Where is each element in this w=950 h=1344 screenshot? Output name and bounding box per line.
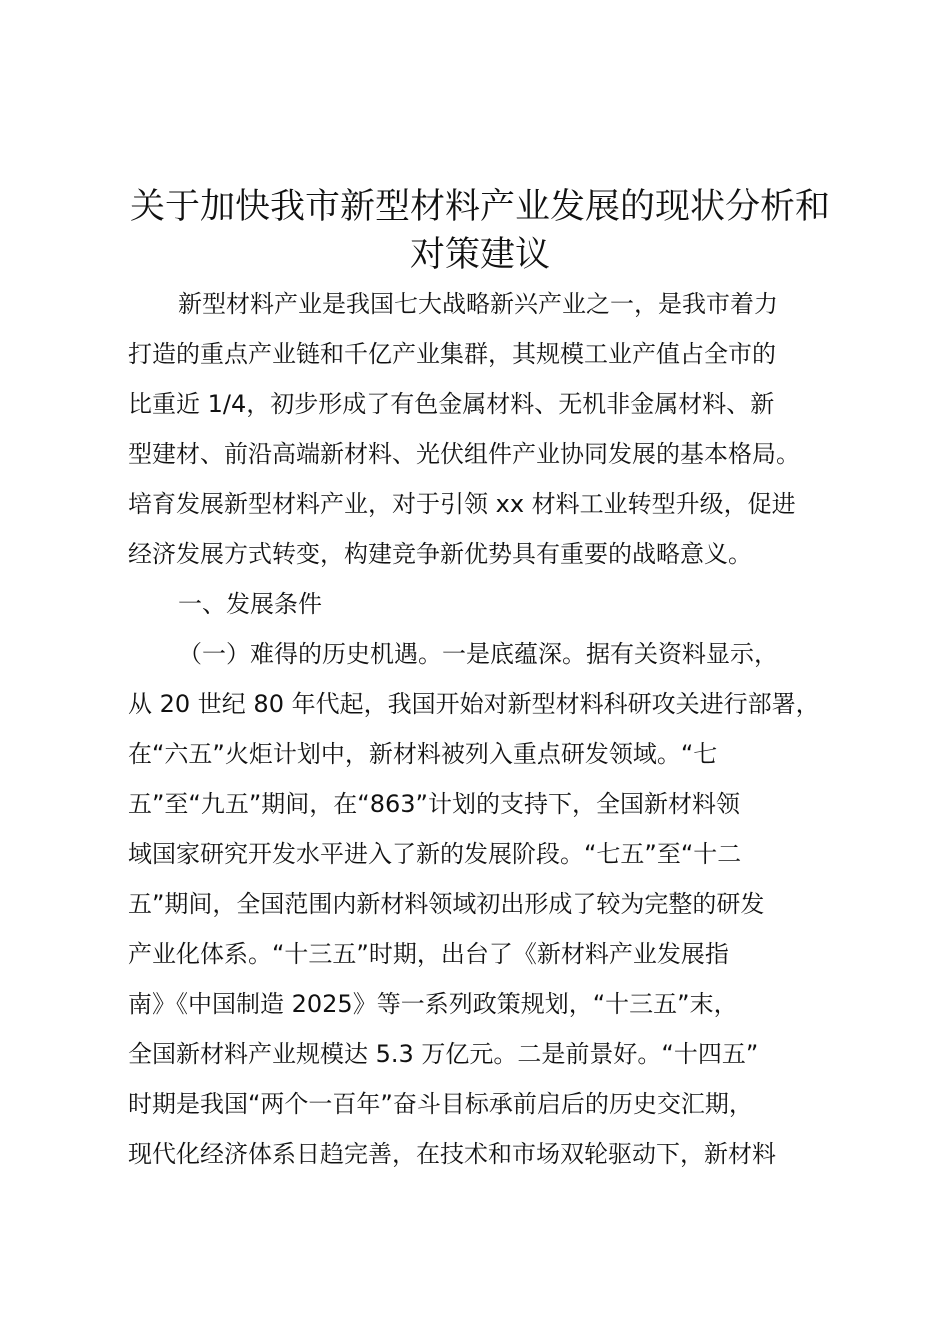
document-title-line-2: 对策建议 [409, 235, 550, 275]
paragraph-2-line-2: 从 20 世纪 80 年代起，我国开始对新型材料科研攻关进行部署， [128, 690, 820, 718]
paragraph-1-line-3: 比重近 1/4，初步形成了有色金属材料、无机非金属材料、新 [128, 390, 775, 418]
paragraph-2-line-6: 五”期间，全国范围内新材料领域初出形成了较为完整的研发 [128, 890, 765, 918]
paragraph-1-line-2: 打造的重点产业链和千亿产业集群，其规模工业产值占全市的 [128, 340, 776, 368]
paragraph-2-line-4: 五”至“九五”期间，在“863”计划的支持下，全国新材料领 [128, 790, 740, 818]
paragraph-1-line-5: 培育发展新型材料产业，对于引领 xx 材料工业转型升级，促进 [128, 490, 796, 518]
document-title-line-1: 关于加快我市新型材料产业发展的现状分析和 [129, 187, 830, 227]
paragraph-2-line-9: 全国新材料产业规模达 5.3 万亿元。二是前景好。“十四五” [128, 1040, 759, 1068]
paragraph-2-line-5: 域国家研究开发水平进入了新的发展阶段。“七五”至“十二 [128, 840, 742, 868]
paragraph-1-line-1: 新型材料产业是我国七大战略新兴产业之一，是我市着力 [178, 290, 778, 318]
paragraph-2-line-7: 产业化体系。“十三五”时期，出台了《新材料产业发展指 [128, 940, 729, 968]
paragraph-2-line-1: （一）难得的历史机遇。一是底蕴深。据有关资料显示， [178, 640, 778, 668]
paragraph-2-line-10: 时期是我国“两个一百年”奋斗目标承前启后的历史交汇期， [128, 1090, 753, 1118]
paragraph-2-line-8: 南》《中国制造 2025》等一系列政策规划，“十三五”末， [128, 990, 738, 1018]
paragraph-2-line-11: 现代化经济体系日趋完善，在技术和市场双轮驱动下，新材料 [128, 1140, 776, 1168]
section-heading: 一、发展条件 [178, 590, 322, 618]
paragraph-2-line-3: 在“六五”火炬计划中，新材料被列入重点研发领域。“七 [128, 740, 718, 768]
paragraph-1-line-6: 经济发展方式转变，构建竞争新优势具有重要的战略意义。 [128, 540, 752, 568]
paragraph-1-line-4: 型建材、前沿高端新材料、光伏组件产业协同发展的基本格局。 [128, 440, 800, 468]
